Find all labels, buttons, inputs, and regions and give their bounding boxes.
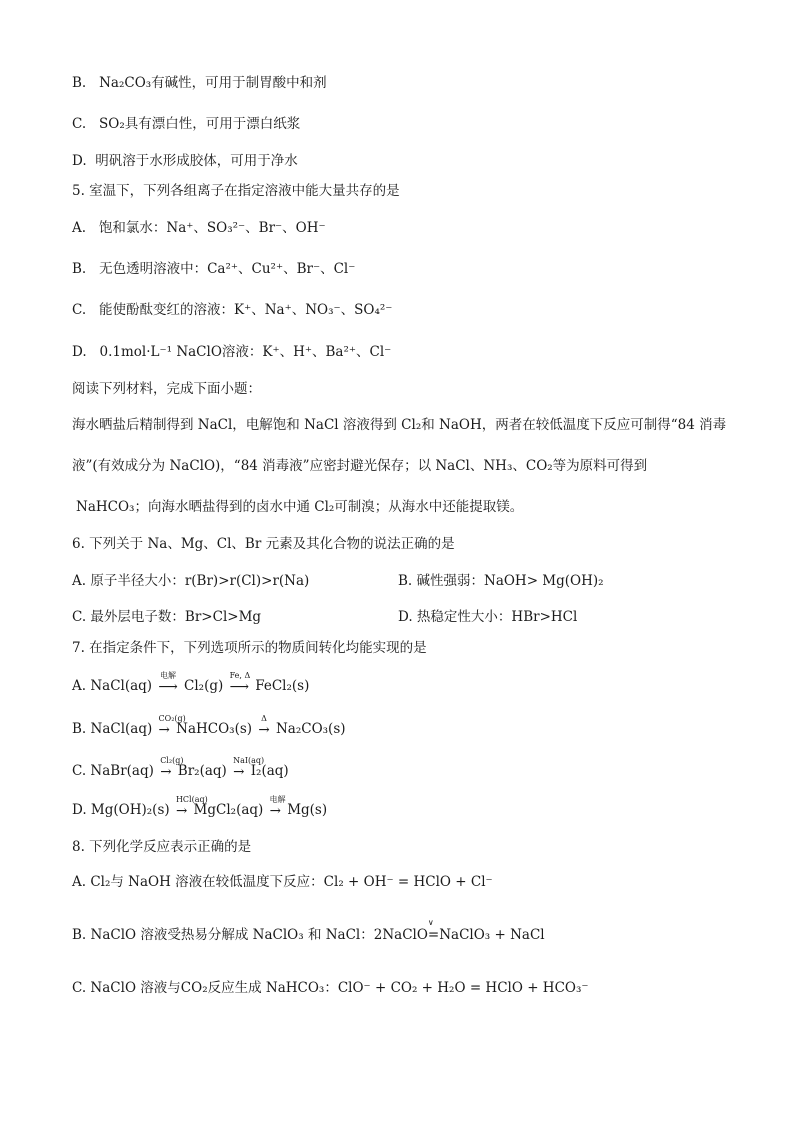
option-label: C.	[72, 116, 87, 132]
reading-line-3: NaHCO₃；向海水晒盐得到的卤水中通 Cl₂可制溴；从海水中还能提取镁。	[76, 499, 524, 515]
equation-sign	[427, 918, 545, 944]
q5-option-b	[72, 260, 355, 278]
reaction-arrow	[233, 755, 265, 781]
option-label: D.	[72, 344, 87, 360]
heat-condition: ∨	[427, 918, 434, 927]
reaction-arrow	[160, 755, 184, 781]
q4-option-d	[72, 152, 298, 170]
q4-option-c	[72, 115, 300, 133]
reading-intro: 阅读下列材料，完成下面小题：	[72, 381, 261, 397]
option-label: A.	[72, 220, 87, 236]
intermediate: Br₂(aq)	[177, 763, 227, 779]
reaction-arrow	[175, 794, 208, 820]
q6-option-d: D. 热稳定性大小：HBr>HCl	[398, 609, 578, 625]
q4-option-b	[72, 74, 327, 92]
arrow-right-icon: →	[233, 763, 245, 780]
reaction-arrow	[269, 794, 286, 820]
q7-option-b	[72, 713, 346, 739]
product: I₂(aq)	[250, 763, 289, 779]
equation-rhs: =NaClO₃ + NaCl	[427, 927, 545, 943]
q7-option-d	[72, 794, 328, 820]
q6-option-b: B. 碱性强弱：NaOH> Mg(OH)₂	[398, 573, 604, 589]
option-label: B.	[72, 75, 87, 91]
reaction-condition: Fe, Δ	[229, 670, 251, 680]
option-text: 饱和氯水：Na⁺、SO₃²⁻、Br⁻、OH⁻	[98, 220, 326, 236]
reaction-arrow	[158, 713, 186, 739]
arrow-right-icon: →	[160, 763, 172, 780]
arrow-right-icon: →	[158, 721, 170, 738]
product: FeCl₂(s)	[255, 678, 310, 694]
reaction-condition: CO₂(g)	[158, 713, 186, 723]
q8-option-b	[72, 918, 545, 944]
reaction-condition: Δ	[261, 713, 267, 723]
product: Na₂CO₃(s)	[275, 721, 346, 737]
reactant: B. NaCl(aq)	[72, 721, 153, 737]
q5-option-d	[72, 343, 391, 361]
reactant: C. NaBr(aq)	[72, 763, 154, 779]
q6-option-a: A. 原子半径大小：r(Br)>r(Cl)>r(Na)	[72, 573, 310, 589]
option-label: B.	[72, 261, 87, 277]
option-label: D.	[72, 153, 87, 169]
q5-option-c	[72, 301, 392, 319]
reaction-condition: NaI(aq)	[233, 755, 265, 765]
reaction-condition: 电解	[160, 670, 177, 680]
q7-option-c	[72, 755, 289, 781]
q7-stem: 7. 在指定条件下，下列选项所示的物质间转化均能实现的是	[72, 640, 427, 656]
reactant: D. Mg(OH)₂(s)	[72, 802, 170, 818]
arrow-right-icon: ⟶	[229, 678, 249, 695]
intermediate: MgCl₂(aq)	[193, 802, 264, 818]
q8-option-c: C. NaClO 溶液与CO₂反应生成 NaHCO₃：ClO⁻ + CO₂ + H₂O = HClO + HCO₃⁻	[72, 980, 589, 996]
option-text: 无色透明溶液中：Ca²⁺、Cu²⁺、Br⁻、Cl⁻	[99, 261, 356, 277]
option-text: SO₂具有漂白性，可用于漂白纸浆	[99, 116, 301, 132]
intermediate: Cl₂(g)	[184, 678, 224, 694]
arrow-right-icon: →	[258, 721, 270, 738]
q5-option-a	[72, 219, 326, 237]
q6-option-c: C. 最外层电子数：Br>Cl>Mg	[72, 609, 262, 625]
option-label: C.	[72, 302, 87, 318]
q8-option-a: A. Cl₂与 NaOH 溶液在较低温度下反应：Cl₂ + OH⁻ = HClO + Cl⁻	[72, 874, 493, 890]
arrow-right-icon: →	[269, 802, 281, 819]
q7-option-a	[72, 670, 310, 696]
option-text: Na₂CO₃有碱性，可用于制胃酸中和剂	[99, 75, 327, 91]
arrow-right-icon: ⟶	[158, 678, 178, 695]
option-text: B. NaClO 溶液受热易分解成 NaClO₃ 和 NaCl：2NaClO	[72, 927, 428, 943]
reaction-arrow	[158, 670, 178, 696]
product: Mg(s)	[287, 802, 328, 818]
reading-line-1: 海水晒盐后精制得到 NaCl，电解饱和 NaCl 溶液得到 Cl₂和 NaOH，两者在较低温度下反应可制得“84 消毒	[72, 417, 727, 433]
reading-line-2: 液”(有效成分为 NaClO)，“84 消毒液”应密封避光保存；以 NaCl、NH₃、CO₂等为原料可得到	[72, 458, 648, 474]
intermediate: NaHCO₃(s)	[176, 721, 253, 737]
option-text: 明矾溶于水形成胶体，可用于净水	[95, 153, 298, 169]
reactant: A. NaCl(aq)	[72, 678, 153, 694]
reaction-condition: 电解	[269, 794, 286, 804]
option-text: 0.1mol·L⁻¹ NaClO溶液：K⁺、H⁺、Ba²⁺、Cl⁻	[99, 344, 392, 360]
reaction-arrow	[258, 713, 270, 739]
arrow-right-icon: →	[175, 802, 188, 819]
reaction-condition: HCl(aq)	[175, 794, 208, 804]
option-text: 能使酚酞变红的溶液：K⁺、Na⁺、NO₃⁻、SO₄²⁻	[99, 302, 393, 318]
reaction-condition: Cl₂(g)	[160, 755, 184, 765]
q8-stem: 8. 下列化学反应表示正确的是	[72, 839, 252, 855]
q6-stem: 6. 下列关于 Na、Mg、Cl、Br 元素及其化合物的说法正确的是	[72, 536, 455, 552]
q5-stem: 5. 室温下，下列各组离子在指定溶液中能大量共存的是	[72, 183, 400, 199]
reaction-arrow	[229, 670, 251, 696]
